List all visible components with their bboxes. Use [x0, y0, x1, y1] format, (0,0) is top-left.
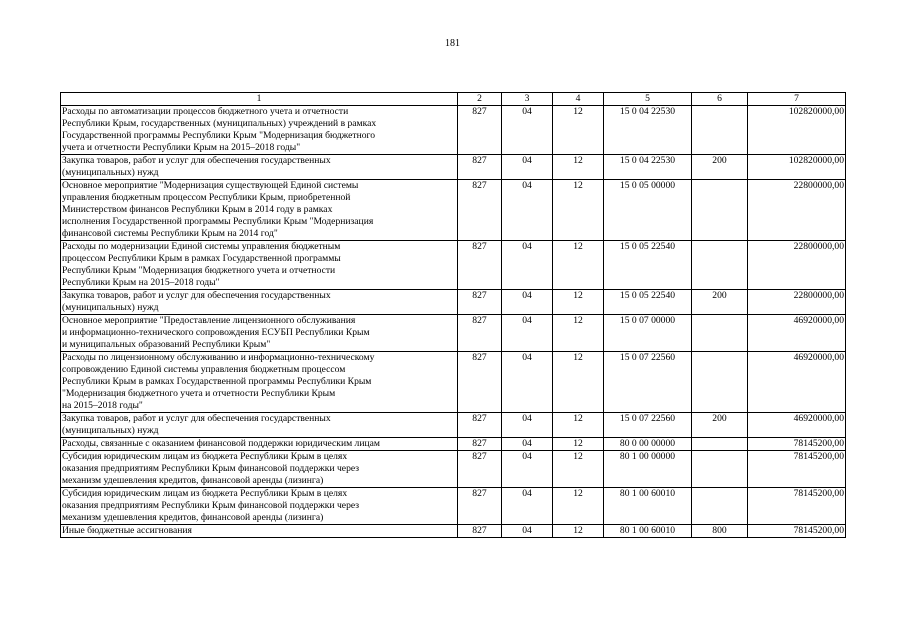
expense-name-cell: Основное мероприятие "Предоставление лицензионного обслуживания и информационно-технического сопровождения ЕСУБП Республики Крым и муниципальных образований Республики Крым": [61, 315, 458, 352]
subsection-code-cell: 12: [553, 155, 604, 180]
subsection-code-cell: 12: [553, 106, 604, 155]
expense-name-cell: Субсидия юридическим лицам из бюджета Республики Крым в целях оказания предприятиям Республики Крым финансовой поддержки через механизм удешевления кредитов, финансовой аренды (лизинга): [61, 488, 458, 525]
expense-name-cell: Субсидия юридическим лицам из бюджета Республики Крым в целях оказания предприятиям Республики Крым финансовой поддержки через механизм удешевления кредитов, финансовой аренды (лизинга): [61, 451, 458, 488]
column-header: 4: [553, 93, 604, 106]
ministry-code-cell: 827: [458, 180, 502, 241]
amount-cell: 78145200,00: [748, 525, 846, 538]
expense-type-cell: 800: [692, 525, 748, 538]
expense-name-cell: Расходы по модернизации Единой системы управления бюджетным процессом Республики Крым в рамках Государственной программы Республики Крым "Модернизация бюджетного учета и отчетности Республики Крым на 2015–2018 годы": [61, 241, 458, 290]
amount-cell: 102820000,00: [748, 155, 846, 180]
expense-name-cell: Расходы, связанные с оказанием финансовой поддержки юридическим лицам: [61, 438, 458, 451]
target-article-cell: 15 0 05 22540: [604, 290, 692, 315]
expense-type-cell: [692, 438, 748, 451]
table-row: [61, 315, 846, 352]
amount-cell: 46920000,00: [748, 315, 846, 352]
ministry-code-cell: 827: [458, 488, 502, 525]
target-article-cell: 15 0 07 22560: [604, 413, 692, 438]
table-row: [61, 352, 846, 413]
ministry-code-cell: 827: [458, 413, 502, 438]
expense-name-cell: Закупка товаров, работ и услуг для обеспечения государственных (муниципальных) нужд: [61, 413, 458, 438]
target-article-cell: 80 0 00 00000: [604, 438, 692, 451]
table-row: [61, 438, 846, 451]
target-article-cell: 15 0 05 00000: [604, 180, 692, 241]
target-article-cell: 15 0 07 22560: [604, 352, 692, 413]
column-header: 2: [458, 93, 502, 106]
expense-type-cell: [692, 241, 748, 290]
target-article-cell: 80 1 00 00000: [604, 451, 692, 488]
section-code-cell: 04: [502, 180, 553, 241]
table-row: [61, 413, 846, 438]
amount-cell: 46920000,00: [748, 352, 846, 413]
section-code-cell: 04: [502, 438, 553, 451]
ministry-code-cell: 827: [458, 241, 502, 290]
table-row: [61, 451, 846, 488]
column-header: 5: [604, 93, 692, 106]
ministry-code-cell: 827: [458, 438, 502, 451]
section-code-cell: 04: [502, 241, 553, 290]
subsection-code-cell: 12: [553, 438, 604, 451]
table-body: [61, 106, 846, 538]
expense-type-cell: [692, 352, 748, 413]
subsection-code-cell: 12: [553, 525, 604, 538]
expense-type-cell: 200: [692, 155, 748, 180]
table-row: [61, 106, 846, 155]
expense-type-cell: 200: [692, 413, 748, 438]
target-article-cell: 15 0 07 00000: [604, 315, 692, 352]
section-code-cell: 04: [502, 106, 553, 155]
amount-cell: 102820000,00: [748, 106, 846, 155]
target-article-cell: 15 0 04 22530: [604, 106, 692, 155]
expense-name-cell: Иные бюджетные ассигнования: [61, 525, 458, 538]
expense-type-cell: [692, 451, 748, 488]
expense-type-cell: [692, 315, 748, 352]
table-row: [61, 180, 846, 241]
column-header: 1: [61, 93, 458, 106]
ministry-code-cell: 827: [458, 155, 502, 180]
target-article-cell: 15 0 05 22540: [604, 241, 692, 290]
subsection-code-cell: 12: [553, 451, 604, 488]
expense-type-cell: [692, 180, 748, 241]
ministry-code-cell: 827: [458, 290, 502, 315]
subsection-code-cell: 12: [553, 290, 604, 315]
expense-name-cell: Закупка товаров, работ и услуг для обеспечения государственных (муниципальных) нужд: [61, 290, 458, 315]
section-code-cell: 04: [502, 352, 553, 413]
section-code-cell: 04: [502, 290, 553, 315]
ministry-code-cell: 827: [458, 525, 502, 538]
ministry-code-cell: 827: [458, 106, 502, 155]
ministry-code-cell: 827: [458, 315, 502, 352]
column-header: 7: [748, 93, 846, 106]
table-row: [61, 155, 846, 180]
amount-cell: 22800000,00: [748, 180, 846, 241]
section-code-cell: 04: [502, 451, 553, 488]
table-header-row: [61, 93, 846, 106]
table-row: [61, 290, 846, 315]
column-header: 3: [502, 93, 553, 106]
target-article-cell: 15 0 04 22530: [604, 155, 692, 180]
expense-name-cell: Расходы по автоматизации процессов бюджетного учета и отчетности Республики Крым, государственных (муниципальных) учреждений в рамках Государственной программы Республики Крым "Модернизация бюджетного учета и отчетности Республики Крым на 2015–2018 годы": [61, 106, 458, 155]
subsection-code-cell: 12: [553, 315, 604, 352]
target-article-cell: 80 1 00 60010: [604, 488, 692, 525]
section-code-cell: 04: [502, 315, 553, 352]
subsection-code-cell: 12: [553, 352, 604, 413]
ministry-code-cell: 827: [458, 451, 502, 488]
target-article-cell: 80 1 00 60010: [604, 525, 692, 538]
expense-name-cell: Расходы по лицензионному обслуживанию и информационно-техническому сопровождению Единой системы управления бюджетным процессом Республики Крым в рамках Государственной программы Республики Крым "Модернизация бюджетного учета и отчетности Республики Крым на 2015–2018 годы": [61, 352, 458, 413]
amount-cell: 46920000,00: [748, 413, 846, 438]
budget-table: [60, 92, 846, 538]
section-code-cell: 04: [502, 525, 553, 538]
amount-cell: 78145200,00: [748, 438, 846, 451]
expense-type-cell: [692, 488, 748, 525]
expense-type-cell: 200: [692, 290, 748, 315]
page-number: 181: [445, 38, 460, 49]
amount-cell: 22800000,00: [748, 241, 846, 290]
amount-cell: 78145200,00: [748, 451, 846, 488]
section-code-cell: 04: [502, 413, 553, 438]
table-row: [61, 525, 846, 538]
section-code-cell: 04: [502, 488, 553, 525]
amount-cell: 78145200,00: [748, 488, 846, 525]
ministry-code-cell: 827: [458, 352, 502, 413]
expense-name-cell: Закупка товаров, работ и услуг для обеспечения государственных (муниципальных) нужд: [61, 155, 458, 180]
subsection-code-cell: 12: [553, 488, 604, 525]
expense-name-cell: Основное мероприятие "Модернизация существующей Единой системы управления бюджетным процессом Республики Крым, приобретенной Министерством финансов Республики Крым в 2014 году в рамках исполнения Государственной программы Республики Крым "Модернизация финансовой системы Республики Крым на 2014 год": [61, 180, 458, 241]
expense-type-cell: [692, 106, 748, 155]
subsection-code-cell: 12: [553, 241, 604, 290]
column-header: 6: [692, 93, 748, 106]
subsection-code-cell: 12: [553, 413, 604, 438]
table-row: [61, 241, 846, 290]
amount-cell: 22800000,00: [748, 290, 846, 315]
subsection-code-cell: 12: [553, 180, 604, 241]
section-code-cell: 04: [502, 155, 553, 180]
table-row: [61, 488, 846, 525]
